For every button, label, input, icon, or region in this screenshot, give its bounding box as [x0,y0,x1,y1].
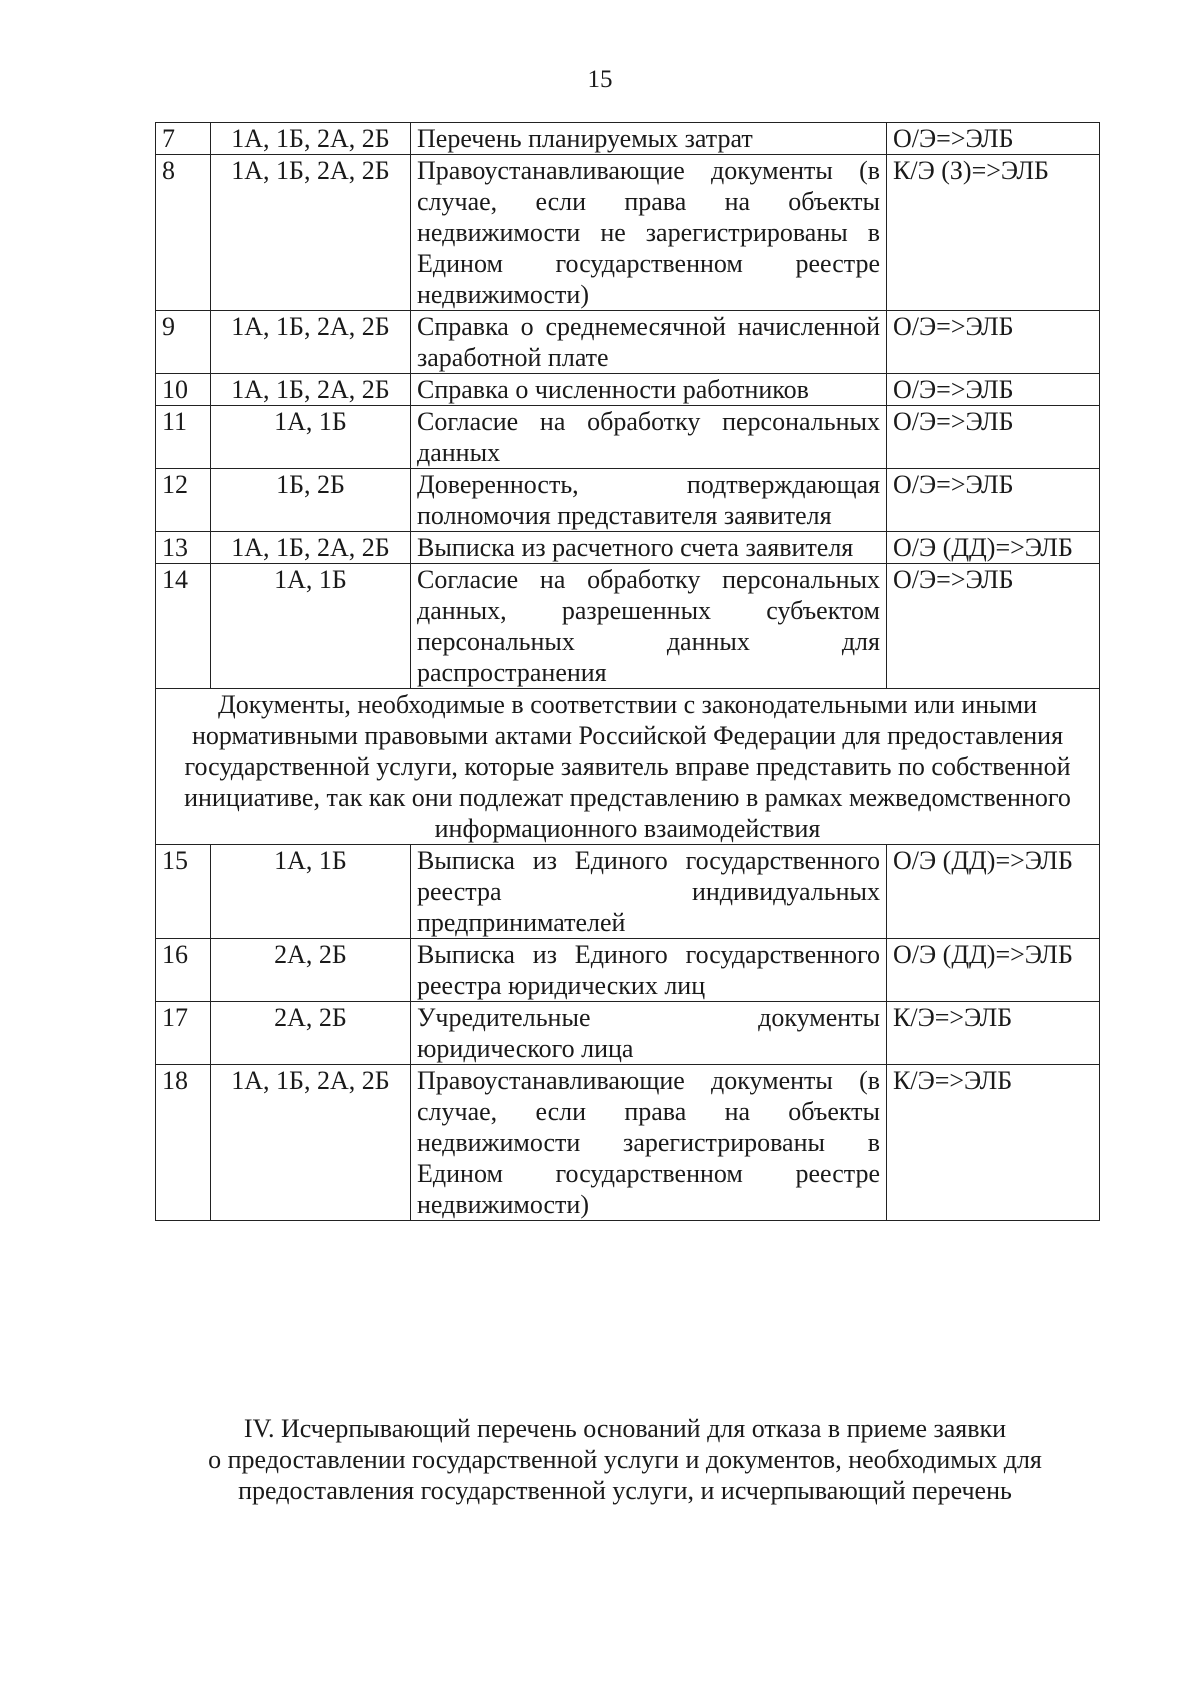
table-row [156,374,1100,406]
section-heading: Документы, необходимые в соответствии с законодательными или иными нормативными правовыми актами Российской Федерации для предоставления государственной услуги, которые заявитель вправе представить по собственной инициативе, так как они подлежат представлению в рамках межведомственного информационного взаимодействия [156,689,1100,845]
submission-format: К/Э=>ЭЛБ [887,1065,1100,1221]
table-row [156,564,1100,689]
applicant-category: 1А, 1Б, 2А, 2Б [211,1065,411,1221]
section-iv-heading-line: о предоставлении государственной услуги и документов, необходимых для [208,1445,1042,1474]
table-row [156,1002,1100,1065]
row-number: 9 [156,311,211,374]
applicant-category: 1А, 1Б, 2А, 2Б [211,123,411,155]
page-number: 15 [587,66,613,93]
submission-format: О/Э=>ЭЛБ [887,469,1100,532]
applicant-category: 1А, 1Б [211,564,411,689]
row-number: 14 [156,564,211,689]
applicant-category: 1А, 1Б, 2А, 2Б [211,532,411,564]
section-iv-heading-line: IV. Исчерпывающий перечень оснований для отказа в приеме заявки [243,1414,1007,1443]
row-number: 12 [156,469,211,532]
documents-table [155,122,1100,1221]
applicant-category: 2А, 2Б [211,939,411,1002]
applicant-category: 1Б, 2Б [211,469,411,532]
document-name: Учредительные документы юридического лица [411,1002,887,1065]
row-number: 11 [156,406,211,469]
document-name: Правоустанавливающие документы (в случае, если права на объекты недвижимости не зарегистрированы в Едином государственном реестре недвижимости) [411,155,887,311]
document-name: Доверенность, подтверждающая полномочия представителя заявителя [411,469,887,532]
applicant-category: 1А, 1Б [211,845,411,939]
row-number: 15 [156,845,211,939]
document-name: Справка о среднемесячной начисленной заработной плате [411,311,887,374]
submission-format: О/Э=>ЭЛБ [887,406,1100,469]
table-row [156,406,1100,469]
document-name: Выписка из Единого государственного реестра индивидуальных предпринимателей [411,845,887,939]
submission-format: К/Э (З)=>ЭЛБ [887,155,1100,311]
table-row [156,123,1100,155]
row-number: 8 [156,155,211,311]
row-number: 16 [156,939,211,1002]
document-name: Перечень планируемых затрат [411,123,887,155]
submission-format: О/Э=>ЭЛБ [887,564,1100,689]
submission-format: К/Э=>ЭЛБ [887,1002,1100,1065]
row-number: 17 [156,1002,211,1065]
submission-format: О/Э (ДД)=>ЭЛБ [887,845,1100,939]
submission-format: О/Э=>ЭЛБ [887,123,1100,155]
document-name: Согласие на обработку персональных данных, разрешенных субъектом персональных данных для распространения [411,564,887,689]
table-row [156,532,1100,564]
table-row [156,939,1100,1002]
row-number: 10 [156,374,211,406]
applicant-category: 1А, 1Б, 2А, 2Б [211,374,411,406]
row-number: 13 [156,532,211,564]
applicant-category: 1А, 1Б, 2А, 2Б [211,155,411,311]
document-name: Выписка из расчетного счета заявителя [411,532,887,564]
section-iv-heading-line: предоставления государственной услуги, и исчерпывающий перечень [238,1476,1012,1505]
table-row [156,311,1100,374]
section-heading-row [156,689,1100,845]
row-number: 18 [156,1065,211,1221]
document-name: Выписка из Единого государственного реестра юридических лиц [411,939,887,1002]
section-iv-heading [150,1413,1100,1506]
submission-format: О/Э (ДД)=>ЭЛБ [887,939,1100,1002]
applicant-category: 1А, 1Б [211,406,411,469]
table-row [156,469,1100,532]
table-row [156,845,1100,939]
document-name: Справка о численности работников [411,374,887,406]
row-number: 7 [156,123,211,155]
applicant-category: 2А, 2Б [211,1002,411,1065]
table-row [156,155,1100,311]
applicant-category: 1А, 1Б, 2А, 2Б [211,311,411,374]
table-row [156,1065,1100,1221]
submission-format: О/Э=>ЭЛБ [887,374,1100,406]
submission-format: О/Э (ДД)=>ЭЛБ [887,532,1100,564]
submission-format: О/Э=>ЭЛБ [887,311,1100,374]
document-name: Правоустанавливающие документы (в случае, если права на объекты недвижимости зарегистрированы в Едином государственном реестре недвижимости) [411,1065,887,1221]
document-name: Согласие на обработку персональных данных [411,406,887,469]
